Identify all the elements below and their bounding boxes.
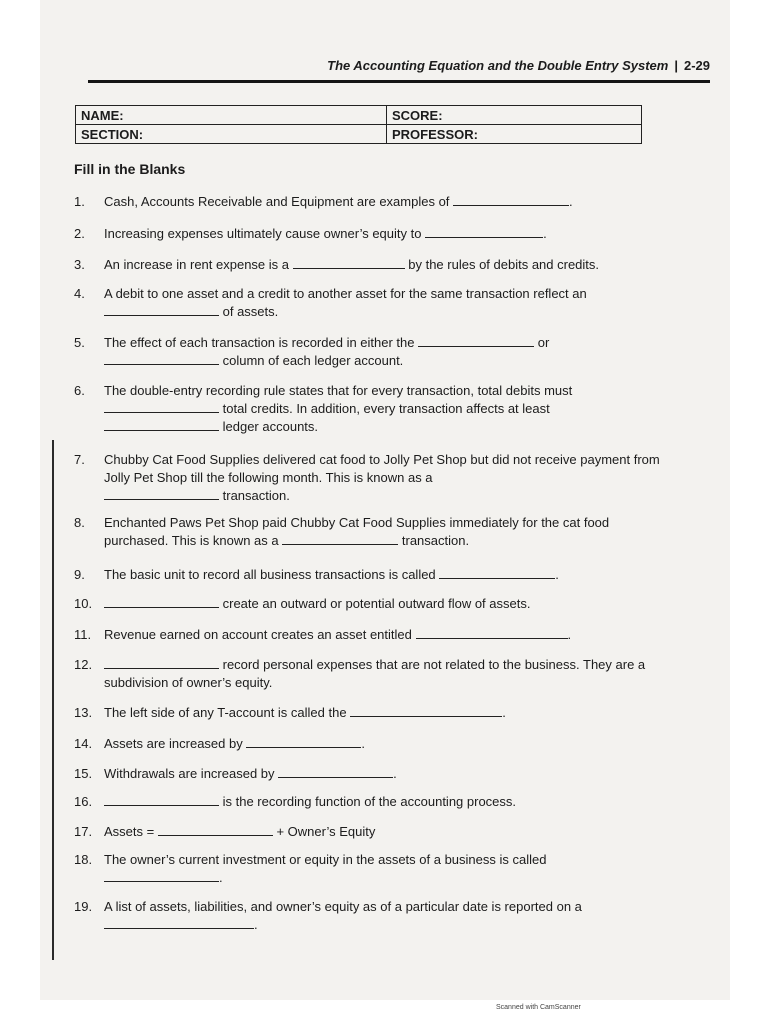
question-text: The effect of each transaction is recorded in either the bbox=[104, 335, 415, 350]
answer-blank[interactable] bbox=[104, 352, 219, 365]
question-number: 9. bbox=[74, 567, 85, 582]
question-number: 6. bbox=[74, 383, 85, 398]
question-item bbox=[74, 451, 674, 505]
question-item bbox=[74, 256, 674, 274]
question-text: A list of assets, liabilities, and owner’s equity as of a particular date is reported on a bbox=[104, 899, 582, 914]
question-text: column of each ledger account. bbox=[222, 353, 404, 368]
question-item bbox=[74, 566, 674, 584]
question-text: transaction. bbox=[222, 488, 290, 503]
answer-blank[interactable] bbox=[439, 566, 555, 579]
question-text: record personal expenses that are not related to the business. They are a subdivision of owner’s equity. bbox=[104, 657, 646, 690]
question-text: Assets = bbox=[104, 824, 155, 839]
question-item bbox=[74, 735, 674, 753]
question-text: . bbox=[254, 917, 258, 932]
page-number: 2-29 bbox=[683, 58, 710, 73]
question-number: 15. bbox=[74, 766, 93, 781]
question-text: . bbox=[502, 705, 506, 720]
question-item bbox=[74, 823, 674, 841]
question-number: 7. bbox=[74, 452, 85, 467]
name-field[interactable]: NAME: bbox=[76, 106, 387, 125]
answer-blank[interactable] bbox=[104, 793, 219, 806]
question-number: 13. bbox=[74, 705, 93, 720]
question-text: total credits. In addition, every transaction affects at least bbox=[222, 401, 550, 416]
question-number: 11. bbox=[74, 627, 92, 642]
question-item bbox=[74, 851, 674, 887]
question-text: transaction. bbox=[401, 533, 470, 548]
question-text: The basic unit to record all business transactions is called bbox=[104, 567, 436, 582]
section-field[interactable]: SECTION: bbox=[76, 125, 387, 144]
question-text: . bbox=[361, 736, 365, 751]
answer-blank[interactable] bbox=[293, 256, 405, 269]
question-text: Cash, Accounts Receivable and Equipment are examples of bbox=[104, 194, 450, 209]
professor-field[interactable]: PROFESSOR: bbox=[387, 125, 642, 144]
answer-blank[interactable] bbox=[104, 303, 219, 316]
question-number: 1. bbox=[74, 194, 85, 209]
answer-blank[interactable] bbox=[416, 626, 568, 639]
question-text: Withdrawals are increased by bbox=[104, 766, 275, 781]
question-item bbox=[74, 382, 674, 436]
answer-blank[interactable] bbox=[104, 487, 219, 500]
question-text: is the recording function of the accounting process. bbox=[222, 794, 517, 809]
question-text: The owner’s current investment or equity in the assets of a business is called bbox=[104, 852, 547, 867]
question-number: 16. bbox=[74, 794, 93, 809]
question-item bbox=[74, 334, 674, 370]
question-text: . bbox=[393, 766, 397, 781]
margin-marks bbox=[52, 440, 57, 960]
question-number: 17. bbox=[74, 824, 93, 839]
question-number: 19. bbox=[74, 899, 93, 914]
question-item bbox=[74, 626, 674, 644]
worksheet-page bbox=[40, 0, 730, 1000]
question-number: 4. bbox=[74, 286, 85, 301]
question-text: + Owner’s Equity bbox=[276, 824, 376, 839]
answer-blank[interactable] bbox=[104, 656, 219, 669]
answer-blank[interactable] bbox=[104, 595, 219, 608]
question-text: The double-entry recording rule states that for every transaction, total debits must bbox=[104, 383, 573, 398]
question-number: 5. bbox=[74, 335, 85, 350]
question-number: 2. bbox=[74, 226, 85, 241]
question-text: create an outward or potential outward flow of assets. bbox=[222, 596, 531, 611]
score-field[interactable]: SCORE: bbox=[387, 106, 642, 125]
question-item bbox=[74, 656, 674, 692]
question-text: of assets. bbox=[222, 304, 279, 319]
question-item bbox=[74, 595, 674, 613]
answer-blank[interactable] bbox=[104, 916, 254, 929]
student-info-table bbox=[75, 105, 642, 144]
question-text: . bbox=[555, 567, 559, 582]
question-item bbox=[74, 793, 674, 811]
question-number: 3. bbox=[74, 257, 85, 272]
answer-blank[interactable] bbox=[246, 735, 361, 748]
question-text: An increase in rent expense is a bbox=[104, 257, 289, 272]
question-text: . bbox=[543, 226, 547, 241]
question-text: Assets are increased by bbox=[104, 736, 243, 751]
answer-blank[interactable] bbox=[418, 334, 534, 347]
answer-blank[interactable] bbox=[278, 765, 393, 778]
question-item bbox=[74, 285, 674, 321]
question-item bbox=[74, 193, 674, 211]
answer-blank[interactable] bbox=[282, 532, 398, 545]
question-item bbox=[74, 704, 674, 722]
question-text: . bbox=[219, 870, 223, 885]
question-number: 14. bbox=[74, 736, 93, 751]
answer-blank[interactable] bbox=[104, 418, 219, 431]
scanner-watermark: Scanned with CamScanner bbox=[496, 1004, 581, 1011]
answer-blank[interactable] bbox=[425, 225, 543, 238]
section-title: Fill in the Blanks bbox=[74, 161, 186, 177]
question-text: or bbox=[537, 335, 550, 350]
question-text: by the rules of debits and credits. bbox=[408, 257, 600, 272]
question-item bbox=[74, 765, 674, 783]
question-text: Chubby Cat Food Supplies delivered cat food to Jolly Pet Shop but did not receive payment from Jolly Pet Shop till the following month. This is known as a bbox=[104, 452, 660, 485]
answer-blank[interactable] bbox=[453, 193, 569, 206]
question-number: 8. bbox=[74, 515, 85, 530]
question-number: 18. bbox=[74, 852, 93, 867]
question-text: . bbox=[569, 194, 573, 209]
question-text: ledger accounts. bbox=[222, 419, 319, 434]
question-text: . bbox=[567, 627, 572, 642]
header-separator: | bbox=[674, 58, 678, 73]
question-text: Enchanted Paws Pet Shop paid Chubby Cat Food Supplies immediately for the cat food purchased. This is known as a bbox=[104, 515, 610, 548]
question-item bbox=[74, 225, 674, 243]
question-text: Increasing expenses ultimately cause owner’s equity to bbox=[104, 226, 422, 241]
answer-blank[interactable] bbox=[104, 400, 219, 413]
answer-blank[interactable] bbox=[104, 869, 219, 882]
question-item bbox=[74, 898, 674, 934]
question-text: The left side of any T-account is called the bbox=[104, 705, 347, 720]
answer-blank[interactable] bbox=[350, 704, 502, 717]
header-title: The Accounting Equation and the Double Entry System bbox=[327, 58, 669, 73]
question-item bbox=[74, 514, 674, 550]
question-number: 10. bbox=[74, 596, 93, 611]
question-text: A debit to one asset and a credit to another asset for the same transaction reflect an bbox=[104, 286, 587, 301]
question-number: 12. bbox=[74, 657, 93, 672]
answer-blank[interactable] bbox=[158, 823, 273, 836]
header-rule bbox=[88, 80, 710, 83]
question-text: Revenue earned on account creates an asset entitled bbox=[104, 627, 412, 642]
page-header bbox=[40, 58, 710, 78]
